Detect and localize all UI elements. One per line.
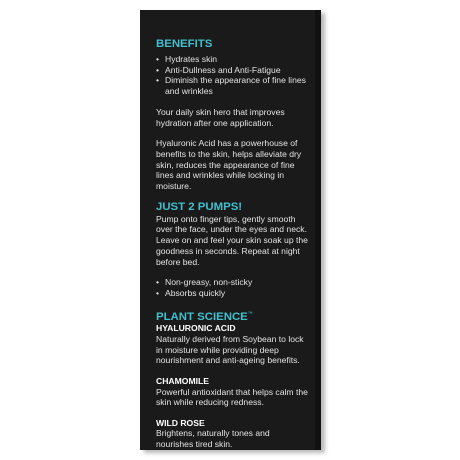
list-item: • Hydrates skin — [156, 54, 309, 65]
plant-science-heading-text: PLANT SCIENCE — [156, 310, 248, 323]
panel-content — [156, 38, 309, 450]
ingredient-name: CHAMOMILE — [156, 376, 209, 387]
ingredient-name: WILD ROSE — [156, 417, 205, 428]
pumps-heading: JUST 2 PUMPS! — [156, 200, 243, 213]
pumps-instructions: Pump onto finger tips, gently smooth over the face, under the eyes and neck. Leave on and feel your skin soak up the goodness in seconds. Repeat at night before bed. — [156, 213, 308, 267]
pumps-list — [156, 277, 309, 298]
plant-science-heading — [156, 308, 309, 324]
ingredient-description: Powerful antioxidant that helps calm the skin while reducing redness. — [156, 386, 308, 408]
benefits-paragraph-1: Your daily skin hero that improves hydration after one application. — [156, 106, 285, 128]
ingredient-name: HYALURONIC ACID — [156, 323, 236, 334]
benefits-heading: BENEFITS — [156, 38, 213, 50]
box-side-shade — [315, 10, 321, 450]
list-item: • Anti-Dullness and Anti-Fatigue — [156, 65, 309, 76]
list-item: • Non-greasy, non-sticky — [156, 277, 309, 288]
benefits-paragraph-2: Hyaluronic Acid has a powerhouse of benefits to the skin, helps alleviate dry skin, reduces the appearance of fine lines and wrinkles while locking in moisture. — [156, 138, 302, 192]
product-box-panel — [140, 10, 321, 450]
list-item: • Diminish the appearance of fine lines and wrinkles — [156, 75, 309, 96]
list-item: • Absorbs quickly — [156, 288, 309, 299]
benefits-list — [156, 54, 309, 97]
ingredient-description: Naturally derived from Soybean to lock in moisture while providing deep nourishment and anti-ageing benefits. — [156, 333, 304, 366]
ingredient-description: Brightens, naturally tones and nourishes tired skin. — [156, 428, 270, 450]
trademark-mark: ™ — [247, 310, 253, 317]
